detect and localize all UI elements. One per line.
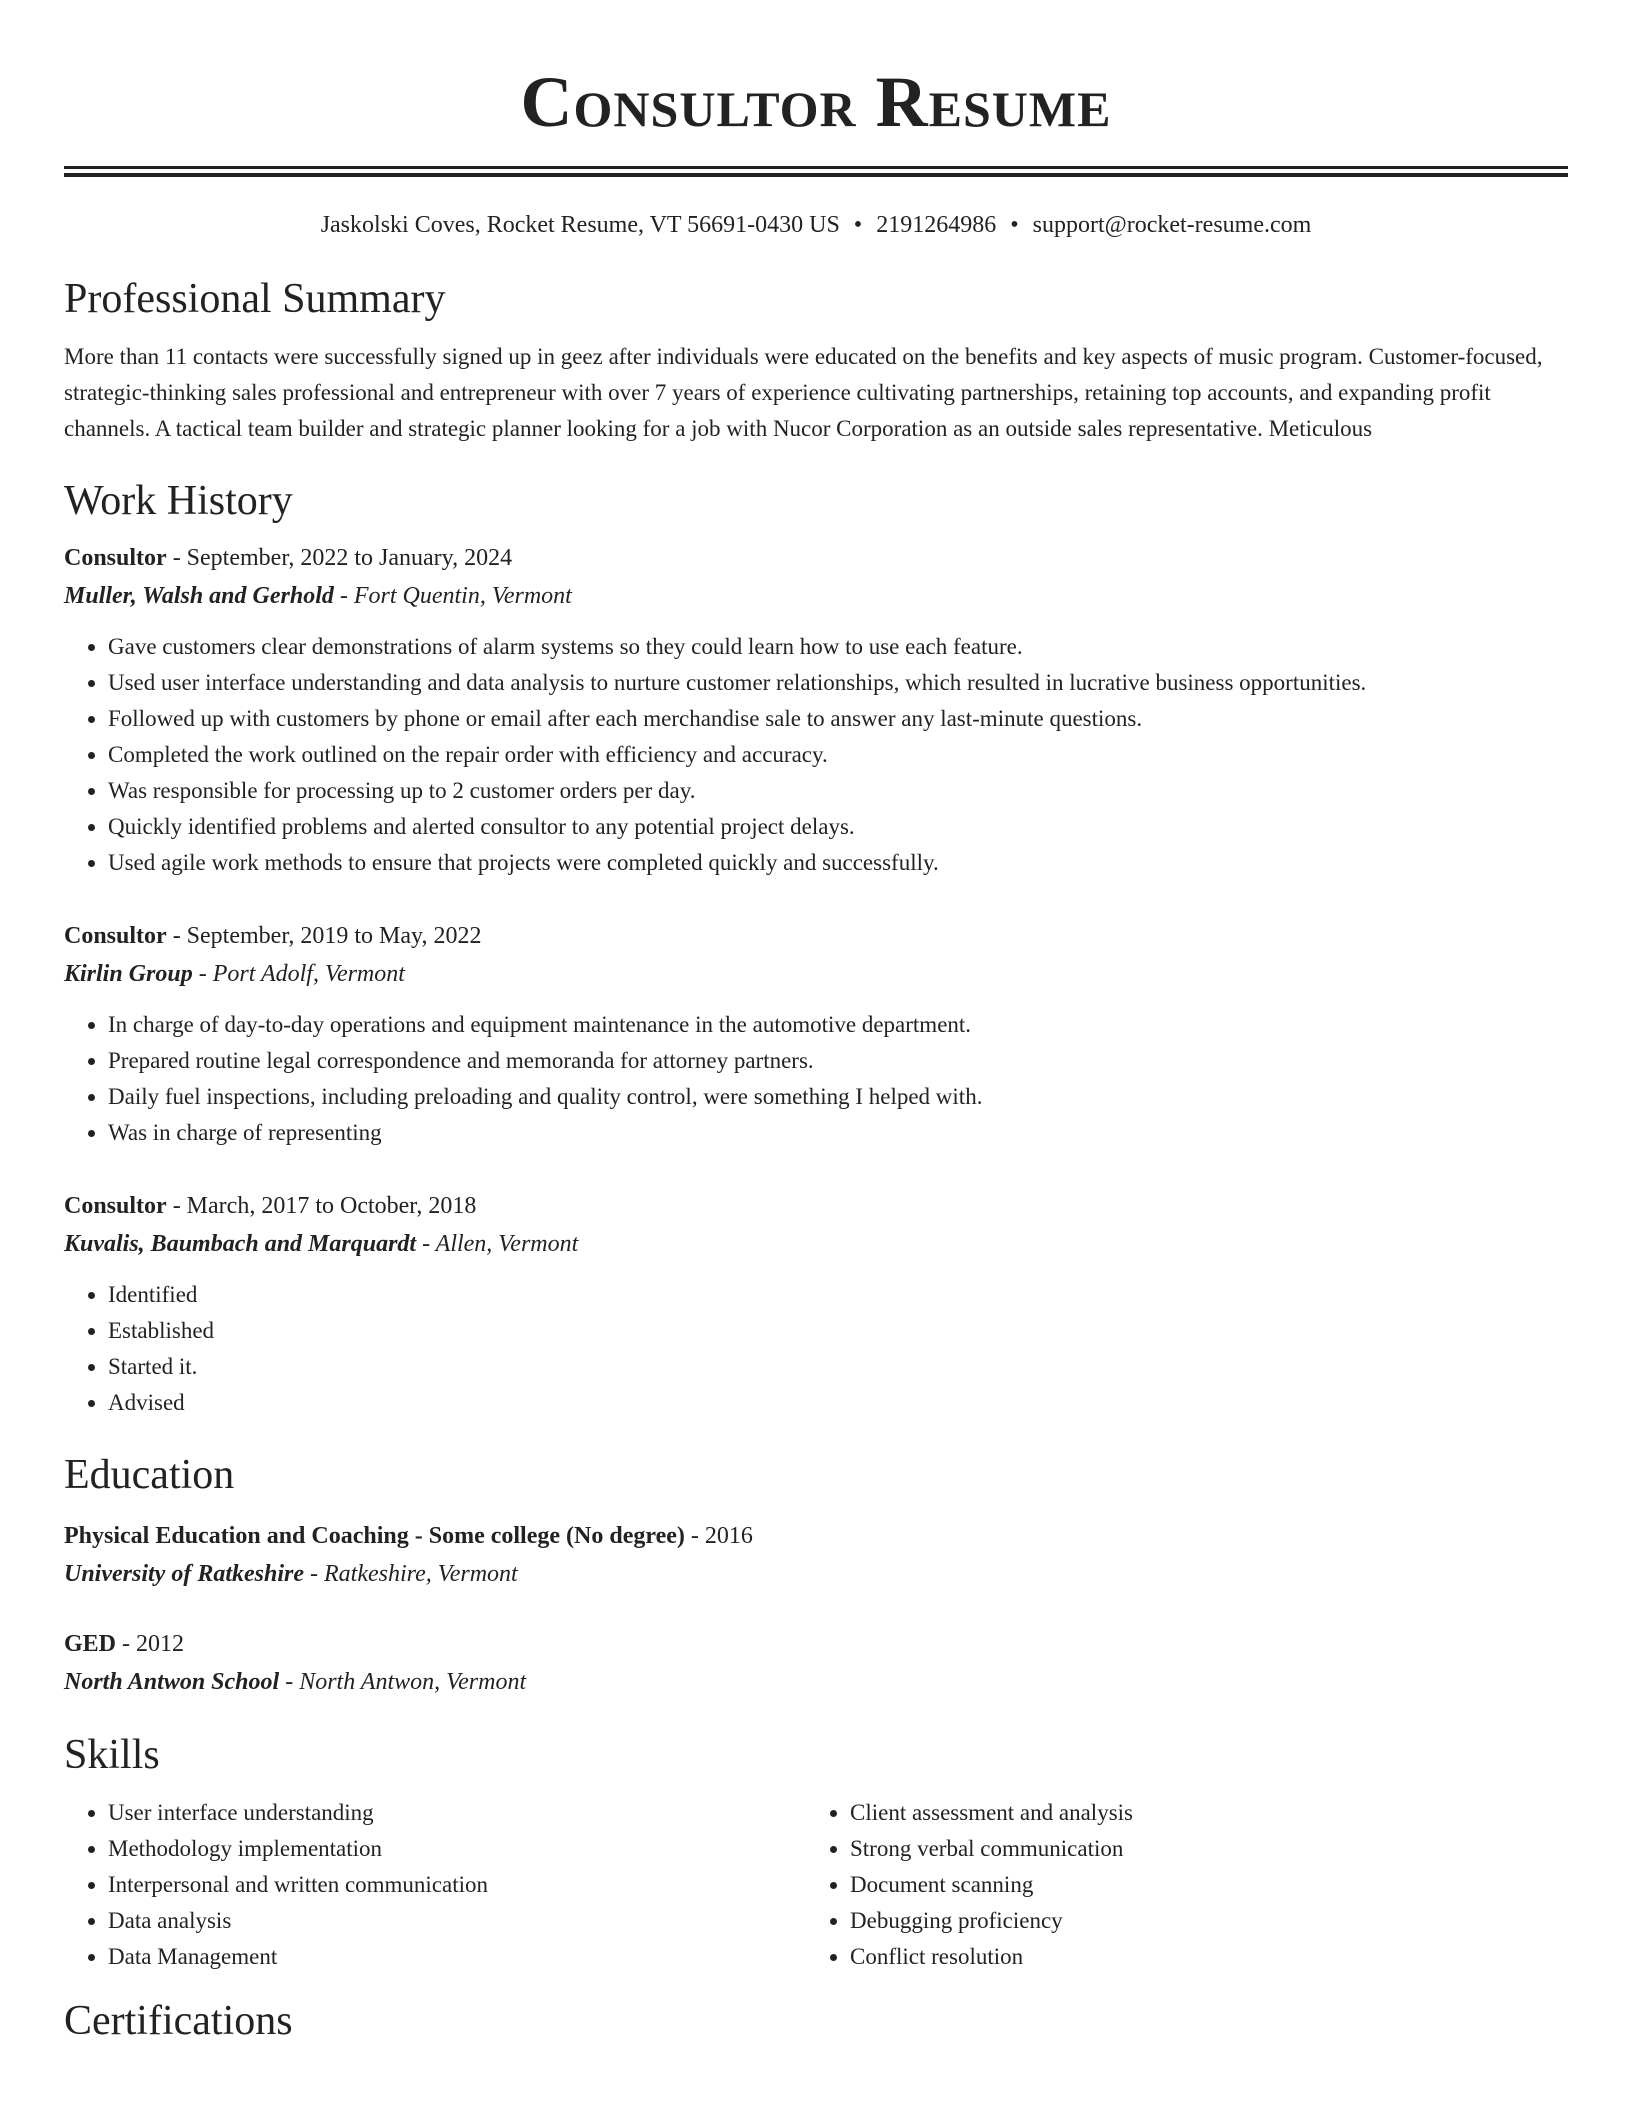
education-location: - North Antwon, Vermont [279, 1669, 527, 1695]
job-company: Muller, Walsh and Gerhold [64, 583, 334, 609]
job-entry [64, 917, 1568, 1151]
contact-phone: 2191264986 [876, 212, 997, 238]
job-dates: - September, 2022 to January, 2024 [166, 545, 513, 571]
job-bullet-list [64, 1277, 1568, 1421]
job-title-line [64, 917, 1568, 955]
job-entry [64, 1187, 1568, 1421]
skills-list-right [806, 1795, 1548, 1975]
skill-item: • Methodology implementation [108, 1831, 806, 1867]
education-heading: Education [64, 1452, 235, 1498]
education-year: - 2012 [116, 1631, 185, 1657]
job-bullet: • Completed the work outlined on the repair order with efficiency and accuracy. [108, 737, 1568, 773]
contact-separator: • [853, 212, 863, 238]
job-bullet-list [64, 629, 1568, 881]
resume-title: Consultor Resume [520, 62, 1112, 142]
job-bullet: • Quickly identified problems and alerted consultor to any potential project delays. [108, 809, 1568, 845]
education-entry [64, 1625, 1568, 1701]
contact-address: Jaskolski Coves, Rocket Resume, VT 56691-0430 US [320, 212, 840, 238]
title-divider [64, 166, 1568, 177]
skill-item: • Strong verbal communication [850, 1831, 1548, 1867]
job-bullet-list [64, 1007, 1568, 1151]
skill-item: • Data analysis [108, 1903, 806, 1939]
job-title-line [64, 1187, 1568, 1225]
job-bullet: • Followed up with customers by phone or email after each merchandise sale to answer any last-minute questions. [108, 701, 1568, 737]
job-title-line [64, 539, 1568, 577]
skills-heading: Skills [64, 1732, 160, 1778]
job-location: - Allen, Vermont [416, 1231, 579, 1257]
education-degree-line [64, 1625, 1568, 1663]
education-degree: GED [64, 1631, 117, 1657]
skill-item: • Conflict resolution [850, 1939, 1548, 1975]
education-school: University of Ratkeshire [64, 1561, 304, 1587]
job-company-line [64, 955, 1568, 993]
summary-text: More than 11 contacts were successfully signed up in geez after individuals were educated on the benefits and key aspects of music program. Customer-focused, strategic-thinking sales professional and entrepreneur with over 7 years of experience cultivating partnerships, retaining top accounts, and expanding profit channels. A tactical team builder and strategic planner looking for a job with Nucor Corporation as an outside sales representative. Meticulous [64, 344, 1543, 441]
education-degree: Physical Education and Coaching - Some college (No degree) [64, 1523, 685, 1549]
job-bullet: • Daily fuel inspections, including preloading and quality control, were something I helped with. [108, 1079, 1568, 1115]
contact-separator: • [1010, 212, 1019, 238]
skill-item: • Client assessment and analysis [850, 1795, 1548, 1831]
job-dates: - March, 2017 to October, 2018 [166, 1193, 477, 1219]
education-year: - 2016 [684, 1523, 753, 1549]
education-school-line [64, 1663, 1568, 1701]
work-history-heading: Work History [64, 478, 293, 524]
job-bullet: • Was responsible for processing up to 2 customer orders per day. [108, 773, 1568, 809]
education-school: North Antwon School [64, 1669, 280, 1695]
job-role: Consultor [64, 923, 167, 949]
job-bullet: • Established [108, 1313, 1568, 1349]
job-bullet: • Was in charge of representing [108, 1115, 1568, 1151]
education-entry [64, 1517, 1568, 1593]
job-entry [64, 539, 1568, 881]
job-bullet: • Started it. [108, 1349, 1568, 1385]
job-bullet: • In charge of day-to-day operations and equipment maintenance in the automotive department. [108, 1007, 1568, 1043]
contact-line [64, 207, 1568, 243]
education-location: - Ratkeshire, Vermont [304, 1561, 518, 1587]
skill-item: • Data Management [108, 1939, 806, 1975]
skill-item: • Interpersonal and written communication [108, 1867, 806, 1903]
job-company-line [64, 1225, 1568, 1263]
job-bullet: • Used user interface understanding and data analysis to nurture customer relationships, which resulted in lucrative business opportunities. [108, 665, 1568, 701]
education-degree-line [64, 1517, 1568, 1555]
job-company-line [64, 577, 1568, 615]
resume-page [64, 0, 1568, 2049]
job-dates: - September, 2019 to May, 2022 [166, 923, 482, 949]
job-role: Consultor [64, 1193, 167, 1219]
contact-email[interactable]: support@rocket-resume.com [1032, 212, 1312, 238]
job-bullet: • Advised [108, 1385, 1568, 1421]
job-company: Kuvalis, Baumbach and Marquardt [64, 1231, 417, 1257]
job-location: - Fort Quentin, Vermont [333, 583, 572, 609]
job-bullet: • Gave customers clear demonstrations of alarm systems so they could learn how to use each feature. [108, 629, 1568, 665]
skills-list-left [64, 1795, 806, 1975]
certifications-heading: Certifications [64, 1998, 293, 2044]
skills-columns [64, 1795, 1568, 1975]
summary-heading: Professional Summary [64, 276, 446, 322]
skill-item: • Debugging proficiency [850, 1903, 1548, 1939]
skill-item: • Document scanning [850, 1867, 1548, 1903]
skill-item: • User interface understanding [108, 1795, 806, 1831]
education-school-line [64, 1555, 1568, 1593]
job-bullet: • Prepared routine legal correspondence and memoranda for attorney partners. [108, 1043, 1568, 1079]
job-role: Consultor [64, 545, 167, 571]
job-bullet: • Identified [108, 1277, 1568, 1313]
job-bullet: • Used agile work methods to ensure that projects were completed quickly and successfully. [108, 845, 1568, 881]
job-location: - Port Adolf, Vermont [192, 961, 405, 987]
job-company: Kirlin Group [64, 961, 193, 987]
